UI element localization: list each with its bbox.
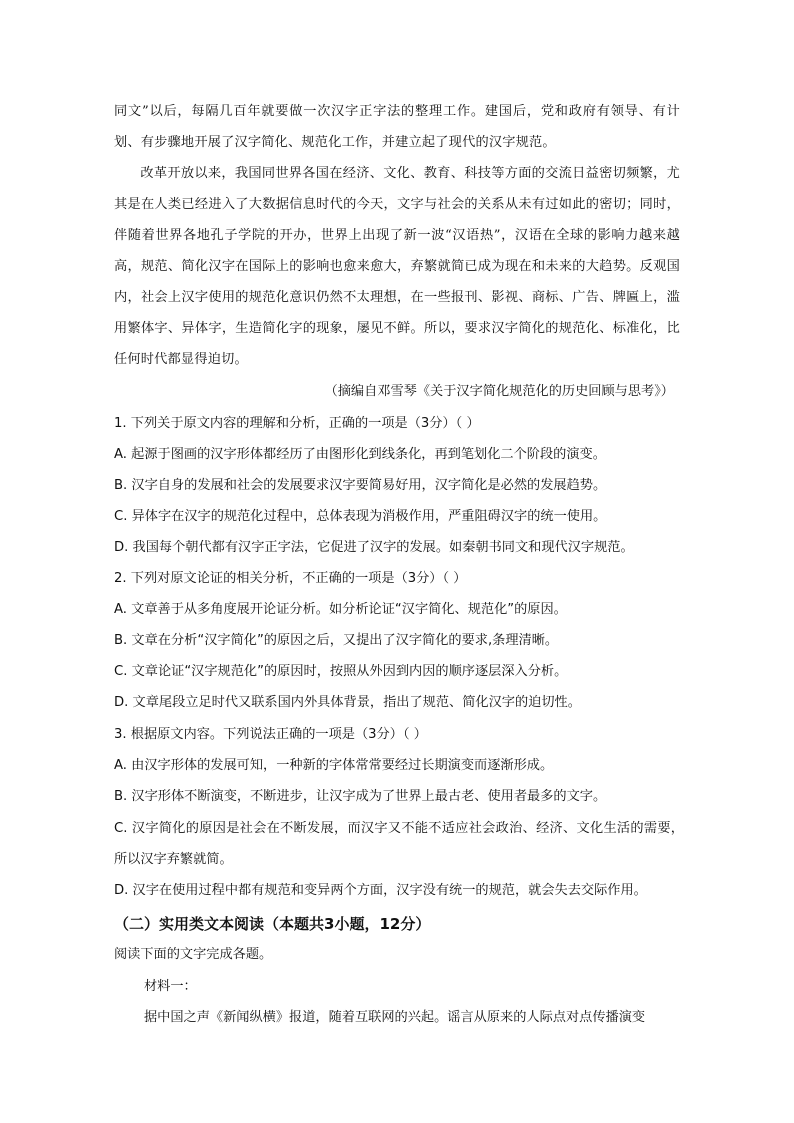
article-source: （摘编自邓雪琴《关于汉字简化规范化的历史回顾与思考》） bbox=[324, 384, 674, 399]
question-3-option-c: C. 汉字简化的原因是社会在不断发展，而汉字又不能不适应社会政治、经济、文化生活的需要，所以汉字弃繁就简。 bbox=[114, 821, 684, 867]
article-paragraph-2-text: 改革开放以来，我国同世界各国在经济、文化、教育、科技等方面的交流日益密切频繁，尤其是在人类已经进入了大数据信息时代的今天，文字与社会的关系从未有过如此的密切；同时，伴随着世界各地孔子学院的开办，世界上出现了新一波“汉语热”，汉语在全球的影响力越来越高，规范、简化汉字在国际上的影响也愈来愈大，弃繁就简已成为现在和未来的大趋势。反观国内，社会上汉字使用的规范化意识仍然不太理想，在一些报刊、影视、商标、广告、牌匾上，滥用繁体字、异体字，生造简化字的现象，屡见不鲜。所以，要求汉字简化的规范化、标准化，比任何时代都显得迫切。 bbox=[114, 166, 680, 367]
question-1-stem: 1. 下列关于原文内容的理解和分析，正确的一项是（3分）（ ） bbox=[114, 416, 480, 431]
article-paragraph-1-text: 同文”以后，每隔几百年就要做一次汉字正字法的整理工作。建国后，党和政府有领导、有计划、有步骤地开展了汉字简化、规范化工作，并建立起了现代的汉字规范。 bbox=[114, 104, 680, 150]
article-paragraph-2 bbox=[114, 158, 680, 375]
question-2-option-b: B. 文章在分析“汉字简化”的原因之后，又提出了汉字简化的要求,条理清晰。 bbox=[114, 633, 559, 648]
article-paragraph-1 bbox=[114, 96, 680, 158]
question-3-option-b: B. 汉字形体不断演变，不断进步，让汉字成为了世界上最古老、使用者最多的文字。 bbox=[114, 789, 607, 804]
question-1-option-c: C. 异体字在汉字的规范化过程中，总体表现为消极作用，严重阻碍汉字的统一使用。 bbox=[114, 509, 607, 524]
section-2-title: （二）实用类文本阅读（本题共3小题，12分） bbox=[114, 915, 431, 933]
question-2-option-a: A. 文章善于从多角度展开论证分析。如分析论证“汉字简化、规范化”的原因。 bbox=[114, 602, 567, 617]
question-1-option-a: A. 起源于图画的汉字形体都经历了由图形化到线条化，再到笔划化二个阶段的演变。 bbox=[114, 447, 606, 462]
question-3-option-d: D. 汉字在使用过程中都有规范和变异两个方面，汉字没有统一的规范，就会失去交际作用。 bbox=[114, 883, 647, 898]
question-1-option-d: D. 我国每个朝代都有汉字正字法，它促进了汉字的发展。如秦朝书同文和现代汉字规范。 bbox=[114, 540, 634, 555]
question-2-option-c: C. 文章论证“汉字规范化”的原因时，按照从外因到内因的顺序逐层深入分析。 bbox=[114, 664, 568, 679]
material-1-label: 材料一： bbox=[144, 979, 197, 994]
question-2-stem: 2. 下列对原文论证的相关分析，不正确的一项是（3分）（ ） bbox=[114, 571, 467, 586]
question-3-option-a: A. 由汉字形体的发展可知，一种新的字体常常要经过长期演变而逐渐形成。 bbox=[114, 758, 554, 773]
section-2-instruction: 阅读下面的文字完成各题。 bbox=[114, 947, 273, 962]
question-3-stem: 3. 根据原文内容。下列说法正确的一项是（3分）（ ） bbox=[114, 727, 427, 742]
question-2-option-d: D. 文章尾段立足时代又联系国内外具体背景，指出了规范、简化汉字的迫切性。 bbox=[114, 695, 581, 710]
question-1-option-b: B. 汉字自身的发展和社会的发展要求汉字要简易好用，汉字简化是必然的发展趋势。 bbox=[114, 478, 607, 493]
material-1-text: 据中国之声《新闻纵横》报道，随着互联网的兴起。谣言从原来的人际点对点传播演变 bbox=[144, 1010, 646, 1025]
